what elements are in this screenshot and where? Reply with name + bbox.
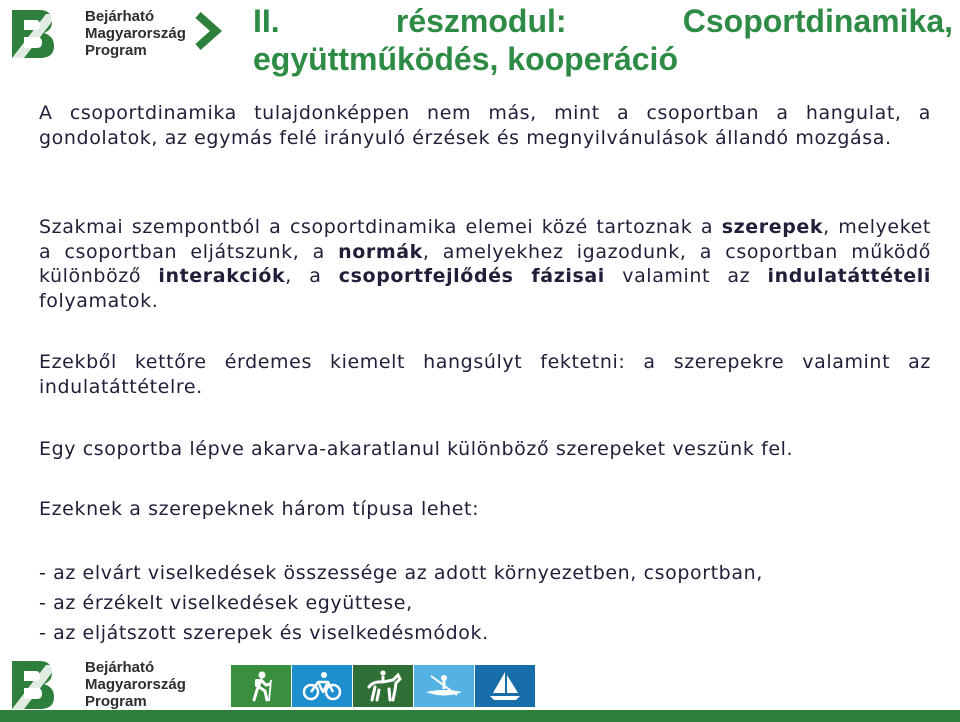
- p2-text-4: , a: [285, 265, 339, 287]
- program-logo-bottom: [6, 655, 186, 713]
- keyword-transference: indulatáttételi: [767, 265, 931, 287]
- p2-text-5: valamint az: [604, 265, 768, 287]
- kayaking-icon: [414, 665, 474, 707]
- list-item: - az érzékelt viselkedések együttese,: [39, 592, 413, 614]
- paragraph-2: [39, 215, 931, 313]
- page-title: [253, 2, 953, 78]
- hiking-icon: [231, 665, 291, 707]
- paragraph-3: [39, 350, 931, 399]
- paragraph-2-text: [39, 215, 931, 313]
- paragraph-1-text: A csoportdinamika tulajdonképpen nem más, mint a csoportban a hangulat, a gondolatok, az egymás felé irányuló érzések és megnyilvánulások állandó mozgása.: [39, 102, 931, 149]
- activity-icons-strip: [231, 665, 960, 707]
- logo-line-1: Bejárható: [85, 658, 155, 676]
- role-types-list: [39, 558, 931, 648]
- logo-mark-icon: [6, 4, 78, 62]
- logo-line-3: Program: [85, 41, 147, 59]
- title-part-1: II.: [253, 3, 280, 39]
- keyword-interactions: interakciók: [158, 265, 286, 287]
- logo-line-1: Bejárható: [85, 7, 155, 25]
- logo-line-2: Magyarország: [85, 24, 186, 42]
- title-part-3: Csoportdinamika,: [682, 3, 953, 39]
- sailing-icon: [475, 665, 535, 707]
- p2-text-6: folyamatok.: [39, 289, 159, 312]
- list-item: - az elvárt viselkedések összessége az adott környezetben, csoportban,: [39, 562, 763, 584]
- cycling-icon: [292, 665, 352, 707]
- logo-line-2: Magyarország: [85, 675, 186, 693]
- paragraph-4-text: Egy csoportba lépve akarva-akaratlanul különböző szerepeket veszünk fel.: [39, 438, 794, 460]
- title-line-2: együttműködés, kooperáció: [253, 41, 678, 77]
- logo-chevron-icon: [194, 11, 224, 55]
- logo-text: [85, 659, 186, 710]
- keyword-norms: normák: [338, 240, 423, 263]
- paragraph-4: [39, 437, 931, 462]
- logo-text: [85, 8, 186, 59]
- p2-text-3: , amelyekhez igazodunk, a csoportban működő különböző: [39, 240, 931, 287]
- paragraph-5: [39, 497, 931, 522]
- paragraph-1: [39, 101, 931, 150]
- p2-text-1: Szakmai szempontból a csoportdinamika elemei közé tartoznak a: [39, 216, 722, 238]
- paragraph-5-text: Ezeknek a szerepeknek három típusa lehet:: [39, 498, 480, 520]
- horse-riding-icon: [353, 665, 413, 707]
- keyword-roles: szerepek: [721, 216, 824, 238]
- list-item: - az eljátszott szerepek és viselkedésmódok.: [39, 622, 489, 644]
- logo-mark-icon: [6, 655, 78, 713]
- logo-line-3: Program: [85, 692, 147, 710]
- program-logo-top: [6, 4, 224, 62]
- keyword-group-development: csoportfejlődés fázisai: [338, 265, 605, 287]
- footer-stripe: [0, 710, 960, 722]
- p2-text-2: , melyeket a csoportban eljátszunk, a: [39, 216, 931, 263]
- paragraph-3-text: Ezekből kettőre érdemes kiemelt hangsúlyt fektetni: a szerepekre valamint az indulatáttételre.: [39, 351, 931, 398]
- title-part-2: részmodul:: [395, 3, 567, 39]
